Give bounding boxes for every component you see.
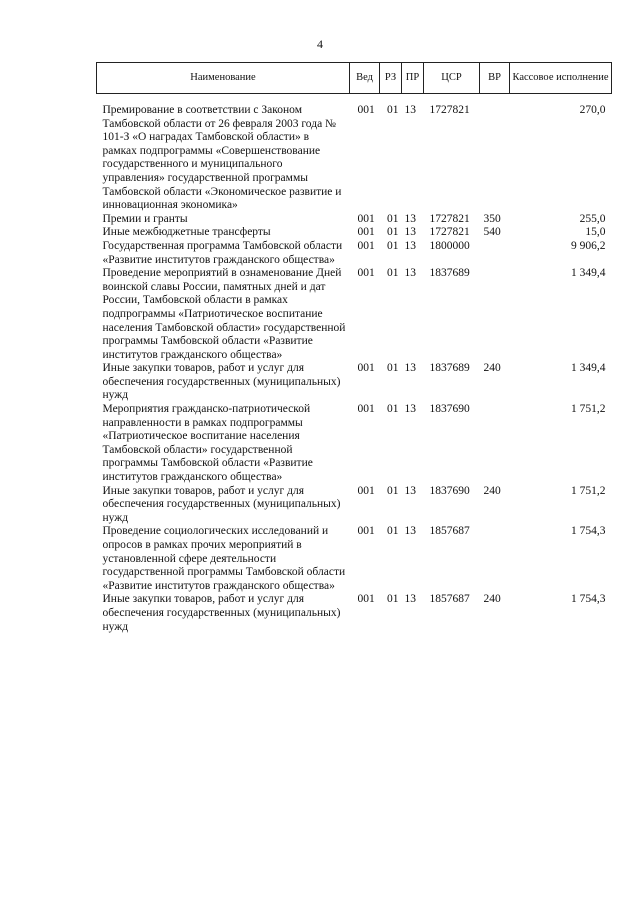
row-rz: 01 (387, 226, 399, 239)
row-csr: 1837689 (429, 267, 470, 280)
row-vr (480, 94, 510, 213)
row-vr: 540 (483, 226, 501, 239)
row-rz: 01 (387, 267, 399, 280)
row-pr: 13 (404, 484, 416, 497)
row-csr: 1727821 (429, 226, 470, 239)
row-csr: 1837690 (429, 403, 470, 416)
row-ved: 001 (357, 362, 375, 375)
row-rz: 01 (387, 593, 399, 606)
row-name: Иные межбюджетные трансферты (102, 226, 271, 239)
row-vr (480, 525, 510, 593)
table-row (97, 213, 612, 227)
header-rz: РЗ (380, 63, 402, 94)
row-csr: 1857687 (429, 593, 470, 606)
row-vr (480, 240, 510, 267)
row-pr: 13 (404, 212, 416, 225)
row-vr (480, 267, 510, 362)
row-pr: 13 (404, 104, 416, 116)
row-name: Иные закупки товаров, работ и услуг для обеспечения государственных (муниципальных) нужд (102, 362, 341, 402)
table-row (97, 362, 612, 403)
header-name: Наименование (97, 63, 350, 94)
row-amount: 255,0 (579, 212, 606, 225)
header-pr: ПР (402, 63, 424, 94)
row-amount: 1 349,4 (571, 267, 606, 280)
row-ved: 001 (357, 593, 375, 606)
row-amount: 270,0 (579, 104, 606, 116)
row-pr: 13 (404, 525, 416, 538)
table-row (97, 240, 612, 267)
row-csr: 1727821 (429, 104, 470, 116)
row-ved: 001 (357, 226, 375, 239)
row-rz: 01 (387, 239, 399, 252)
row-amount: 1 754,3 (571, 525, 606, 538)
table-row (97, 94, 612, 213)
row-pr: 13 (404, 226, 416, 239)
table-row (97, 593, 612, 634)
row-vr: 240 (483, 484, 501, 497)
row-pr: 13 (404, 362, 416, 375)
row-ved: 001 (357, 239, 375, 252)
table-row (97, 485, 612, 526)
row-csr: 1837690 (429, 484, 470, 497)
row-vr: 240 (483, 593, 501, 606)
row-rz: 01 (387, 212, 399, 225)
row-rz: 01 (387, 484, 399, 497)
table-row (97, 525, 612, 593)
row-name: Иные закупки товаров, работ и услуг для обеспечения государственных (муниципальных) нужд (102, 593, 341, 633)
row-amount: 9 906,2 (571, 239, 606, 252)
row-amount: 1 751,2 (571, 403, 606, 416)
row-rz: 01 (387, 104, 399, 116)
row-ved: 001 (357, 104, 375, 116)
row-amount: 1 754,3 (571, 593, 606, 606)
header-vr: ВР (480, 63, 510, 94)
row-name: Иные закупки товаров, работ и услуг для обеспечения государственных (муниципальных) нужд (102, 484, 341, 524)
table-body (97, 94, 612, 635)
row-csr: 1837689 (429, 362, 470, 375)
table-header-row (97, 63, 612, 94)
row-name: Проведение социологических исследований и опросов в рамках прочих мероприятий в установленной сфере деятельности государственной программы Тамбовской области «Развитие институтов гражданского общества» (102, 525, 346, 592)
row-ved: 001 (357, 403, 375, 416)
header-csr: ЦСР (424, 63, 480, 94)
table-row (97, 403, 612, 485)
row-amount: 15,0 (585, 226, 606, 239)
row-pr: 13 (404, 593, 416, 606)
row-pr: 13 (404, 267, 416, 280)
row-rz: 01 (387, 403, 399, 416)
row-amount: 1 349,4 (571, 362, 606, 375)
row-pr: 13 (404, 239, 416, 252)
row-amount: 1 751,2 (571, 484, 606, 497)
table-row (97, 267, 612, 362)
row-vr: 240 (483, 362, 501, 375)
row-csr: 1800000 (429, 239, 470, 252)
budget-table (96, 62, 612, 634)
row-ved: 001 (357, 525, 375, 538)
row-ved: 001 (357, 267, 375, 280)
header-amount: Кассовое исполнение (510, 63, 612, 94)
row-name: Премирование в соответствии с Законом Тамбовской области от 26 февраля 2003 года № 101-З «О наградах Тамбовской области» в рамках подпрограммы «Совершенствование государственного и муниципального управления» государственной программы Тамбовской области «Экономическое развитие и инновационная экономика» (102, 104, 342, 212)
row-rz: 01 (387, 525, 399, 538)
row-name: Проведение мероприятий в ознаменование Дней воинской славы России, памятных дней и дат России, Тамбовской области в рамках подпрограммы «Патриотическое воспитание населения Тамбовской области» государственной программы Тамбовской области «Развитие институтов гражданского общества» (102, 267, 346, 361)
row-ved: 001 (357, 212, 375, 225)
page-number: 4 (317, 37, 323, 51)
table-row (97, 226, 612, 240)
row-name: Мероприятия гражданско-патриотической направленности в рамках подпрограммы «Патриотическое воспитание населения Тамбовской области» государственной программы Тамбовской области «Развитие институтов гражданского общества» (102, 403, 313, 484)
row-ved: 001 (357, 484, 375, 497)
row-vr: 350 (483, 212, 501, 225)
row-csr: 1857687 (429, 525, 470, 538)
row-pr: 13 (404, 403, 416, 416)
row-rz: 01 (387, 362, 399, 375)
row-name: Государственная программа Тамбовской области «Развитие институтов гражданского общества» (102, 239, 343, 266)
header-ved: Вед (350, 63, 380, 94)
row-vr (480, 403, 510, 485)
row-csr: 1727821 (429, 212, 470, 225)
row-name: Премии и гранты (102, 212, 188, 225)
